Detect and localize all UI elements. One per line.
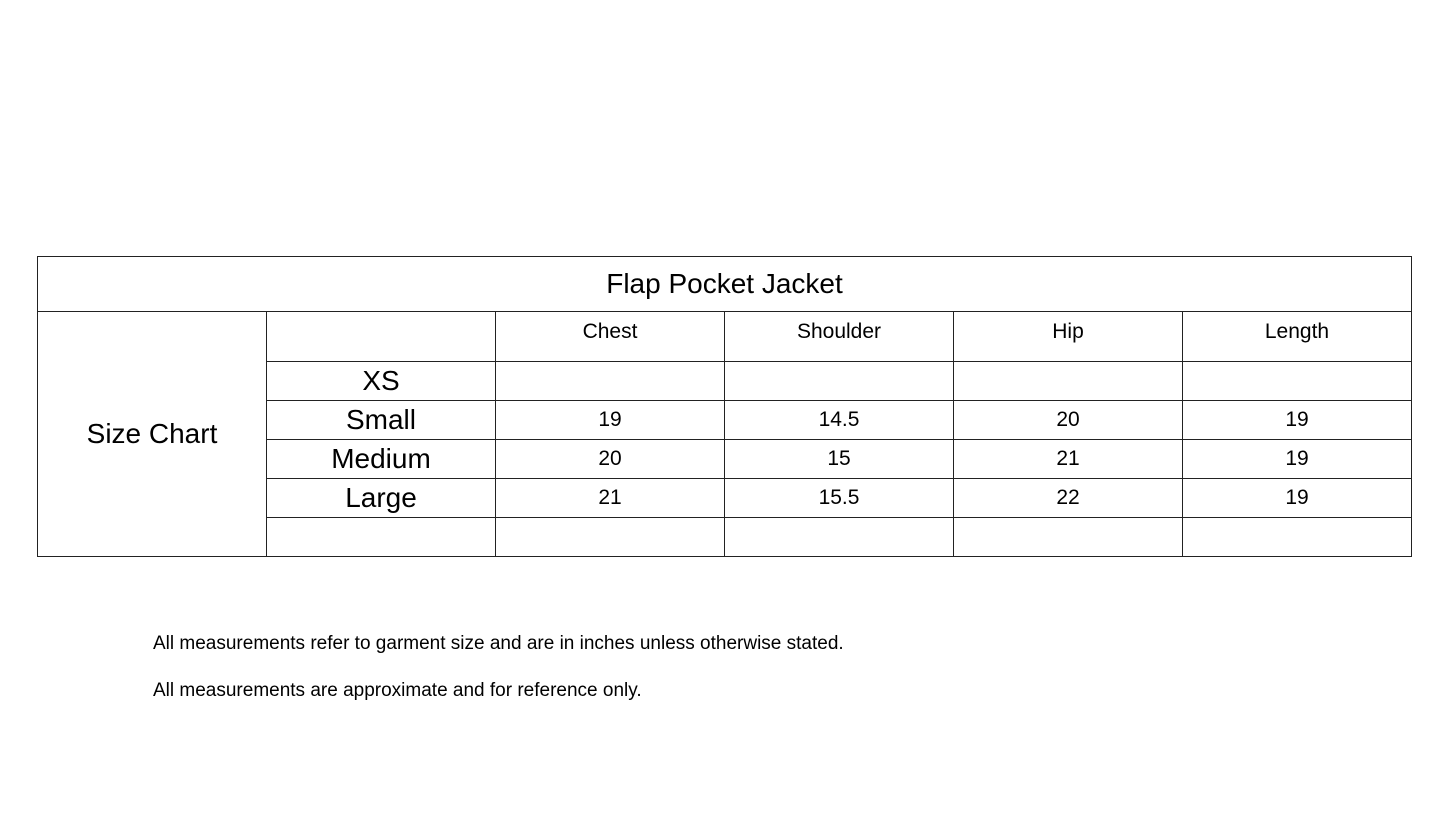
size-label: Small: [267, 401, 496, 440]
chest-value: [496, 362, 725, 401]
size-label: Large: [267, 479, 496, 518]
size-label: [267, 518, 496, 557]
hip-value: [954, 362, 1183, 401]
size-label: XS: [267, 362, 496, 401]
length-value: 19: [1183, 401, 1412, 440]
shoulder-value: [725, 518, 954, 557]
size-chart-label: Size Chart: [38, 312, 267, 557]
hip-value: 21: [954, 440, 1183, 479]
length-value: 19: [1183, 479, 1412, 518]
size-chart-table: [37, 256, 1412, 557]
chest-value: 19: [496, 401, 725, 440]
size-label: Medium: [267, 440, 496, 479]
header-row: [38, 312, 1412, 362]
chest-value: 21: [496, 479, 725, 518]
column-header-shoulder: Shoulder: [725, 312, 954, 362]
chest-value: 20: [496, 440, 725, 479]
title-row: [38, 257, 1412, 312]
measurement-notes: [153, 632, 844, 726]
length-value: [1183, 362, 1412, 401]
chest-value: [496, 518, 725, 557]
table-title: Flap Pocket Jacket: [38, 257, 1412, 312]
note-garment-size: All measurements refer to garment size and are in inches unless otherwise stated.: [153, 633, 844, 654]
shoulder-value: [725, 362, 954, 401]
hip-value: [954, 518, 1183, 557]
length-value: [1183, 518, 1412, 557]
hip-value: 20: [954, 401, 1183, 440]
hip-value: 22: [954, 479, 1183, 518]
shoulder-value: 15: [725, 440, 954, 479]
column-header-hip: Hip: [954, 312, 1183, 362]
length-value: 19: [1183, 440, 1412, 479]
column-header-chest: Chest: [496, 312, 725, 362]
shoulder-value: 14.5: [725, 401, 954, 440]
column-header-length: Length: [1183, 312, 1412, 362]
shoulder-value: 15.5: [725, 479, 954, 518]
header-empty-cell: [267, 312, 496, 362]
note-approximate: All measurements are approximate and for reference only.: [153, 679, 642, 701]
